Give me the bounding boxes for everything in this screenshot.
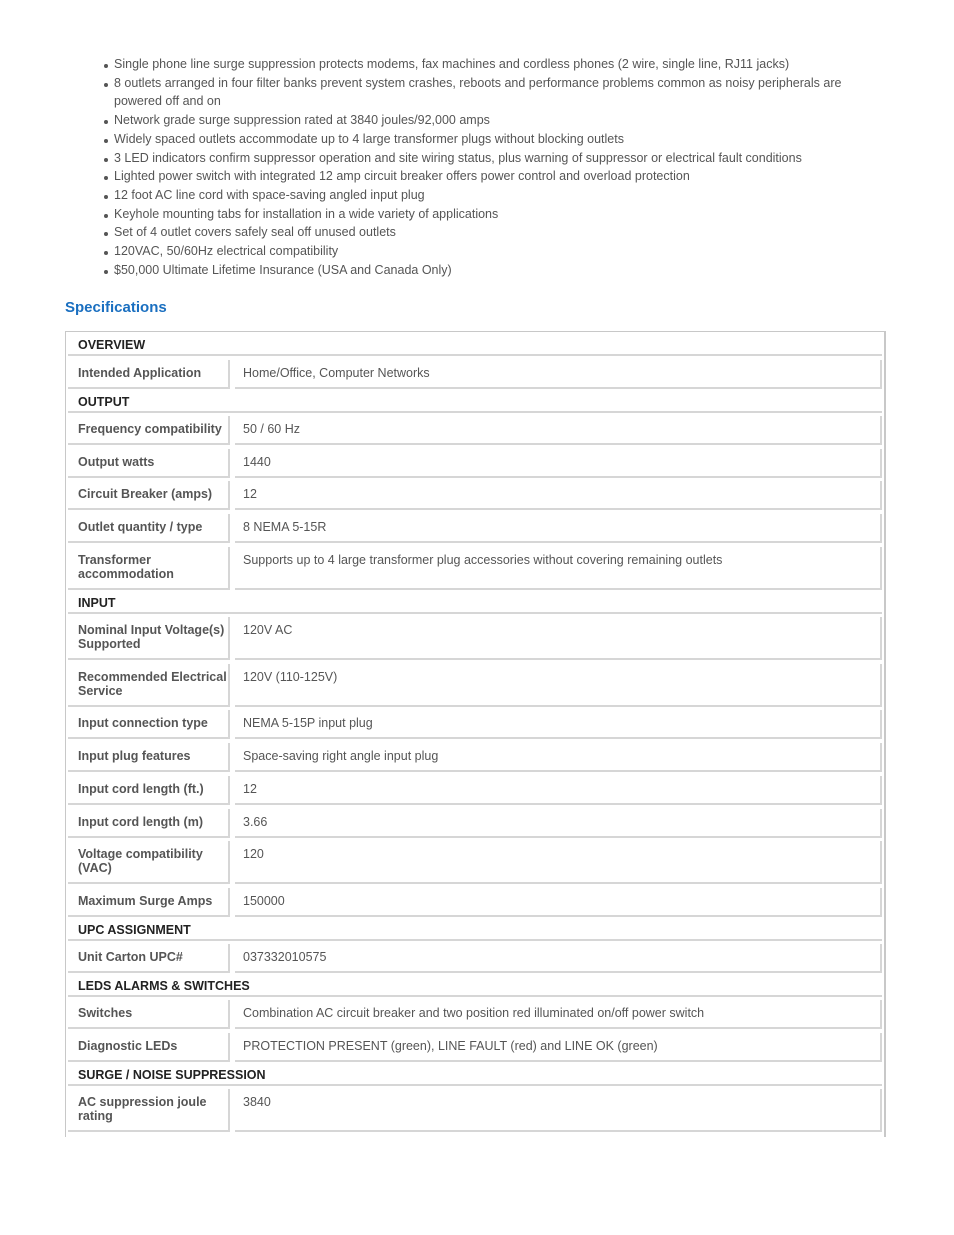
feature-list xyxy=(104,55,864,279)
spec-label: Diagnostic LEDs xyxy=(68,1033,230,1062)
spec-value: 120 xyxy=(235,841,882,884)
bullet-icon xyxy=(104,64,108,68)
spec-label: Input connection type xyxy=(68,710,230,739)
spec-label: Input plug features xyxy=(68,743,230,772)
spec-value: 1440 xyxy=(235,449,882,478)
specifications-heading: Specifications xyxy=(65,299,167,316)
spec-label: Input cord length (m) xyxy=(68,809,230,838)
spec-value: 8 NEMA 5-15R xyxy=(235,514,882,543)
spec-value: 50 / 60 Hz xyxy=(235,416,882,445)
bullet-icon xyxy=(104,214,108,218)
spec-label: Unit Carton UPC# xyxy=(68,944,230,973)
spec-label: Outlet quantity / type xyxy=(68,514,230,543)
list-item: $50,000 Ultimate Lifetime Insurance (USA and Canada Only) xyxy=(104,261,864,280)
spec-label: Voltage compatibility (VAC) xyxy=(68,841,230,884)
spec-label: AC suppression joule rating xyxy=(68,1089,230,1132)
spec-value: 3.66 xyxy=(235,809,882,838)
bullet-icon xyxy=(104,176,108,180)
list-item: Set of 4 outlet covers safely seal off unused outlets xyxy=(104,223,864,242)
list-item: Network grade surge suppression rated at 3840 joules/92,000 amps xyxy=(104,111,864,130)
spec-label: Maximum Surge Amps xyxy=(68,888,230,917)
spec-label: Recommended Electrical Service xyxy=(68,664,230,707)
section-header-leds: LEDS ALARMS & SWITCHES xyxy=(68,973,882,997)
bullet-icon xyxy=(104,195,108,199)
bullet-icon xyxy=(104,270,108,274)
spec-label: Transformer accommodation xyxy=(68,547,230,590)
spec-value: Home/Office, Computer Networks xyxy=(235,360,882,389)
spec-label: Input cord length (ft.) xyxy=(68,776,230,805)
spec-value: 037332010575 xyxy=(235,944,882,973)
spec-label: Circuit Breaker (amps) xyxy=(68,481,230,510)
list-item: Widely spaced outlets accommodate up to 4 large transformer plugs without blocking outlets xyxy=(104,130,864,149)
spec-value: 3840 xyxy=(235,1089,882,1132)
list-item: Keyhole mounting tabs for installation in a wide variety of applications xyxy=(104,205,864,224)
spec-value: 150000 xyxy=(235,888,882,917)
spec-value: Space-saving right angle input plug xyxy=(235,743,882,772)
section-header-overview: OVERVIEW xyxy=(68,332,882,356)
list-item: 120VAC, 50/60Hz electrical compatibility xyxy=(104,242,864,261)
spec-value: NEMA 5-15P input plug xyxy=(235,710,882,739)
bullet-icon xyxy=(104,139,108,143)
specifications-table xyxy=(65,331,886,1137)
section-header-surge: SURGE / NOISE SUPPRESSION xyxy=(68,1062,882,1086)
section-header-upc: UPC ASSIGNMENT xyxy=(68,917,882,941)
spec-value: Combination AC circuit breaker and two position red illuminated on/off power switch xyxy=(235,1000,882,1029)
list-item: Lighted power switch with integrated 12 amp circuit breaker offers power control and overload protection xyxy=(104,167,864,186)
bullet-icon xyxy=(104,83,108,87)
section-header-output: OUTPUT xyxy=(68,389,882,413)
spec-value: Supports up to 4 large transformer plug accessories without covering remaining outlets xyxy=(235,547,882,590)
spec-value: 12 xyxy=(235,776,882,805)
spec-label: Output watts xyxy=(68,449,230,478)
spec-value: 12 xyxy=(235,481,882,510)
bullet-icon xyxy=(104,158,108,162)
spec-label: Switches xyxy=(68,1000,230,1029)
list-item: Single phone line surge suppression protects modems, fax machines and cordless phones (2 wire, single line, RJ11 jacks) xyxy=(104,55,864,74)
spec-label: Intended Application xyxy=(68,360,230,389)
list-item: 12 foot AC line cord with space-saving angled input plug xyxy=(104,186,864,205)
section-header-input: INPUT xyxy=(68,590,882,614)
spec-value: 120V AC xyxy=(235,617,882,660)
bullet-icon xyxy=(104,120,108,124)
spec-label: Frequency compatibility xyxy=(68,416,230,445)
spec-value: PROTECTION PRESENT (green), LINE FAULT (red) and LINE OK (green) xyxy=(235,1033,882,1062)
list-item: 3 LED indicators confirm suppressor operation and site wiring status, plus warning of suppressor or electrical fault conditions xyxy=(104,149,864,168)
bullet-icon xyxy=(104,232,108,236)
spec-label: Nominal Input Voltage(s) Supported xyxy=(68,617,230,660)
spec-value: 120V (110-125V) xyxy=(235,664,882,707)
bullet-icon xyxy=(104,251,108,255)
list-item: 8 outlets arranged in four filter banks prevent system crashes, reboots and performance problems common as noisy peripherals are powered off and on xyxy=(104,74,864,111)
